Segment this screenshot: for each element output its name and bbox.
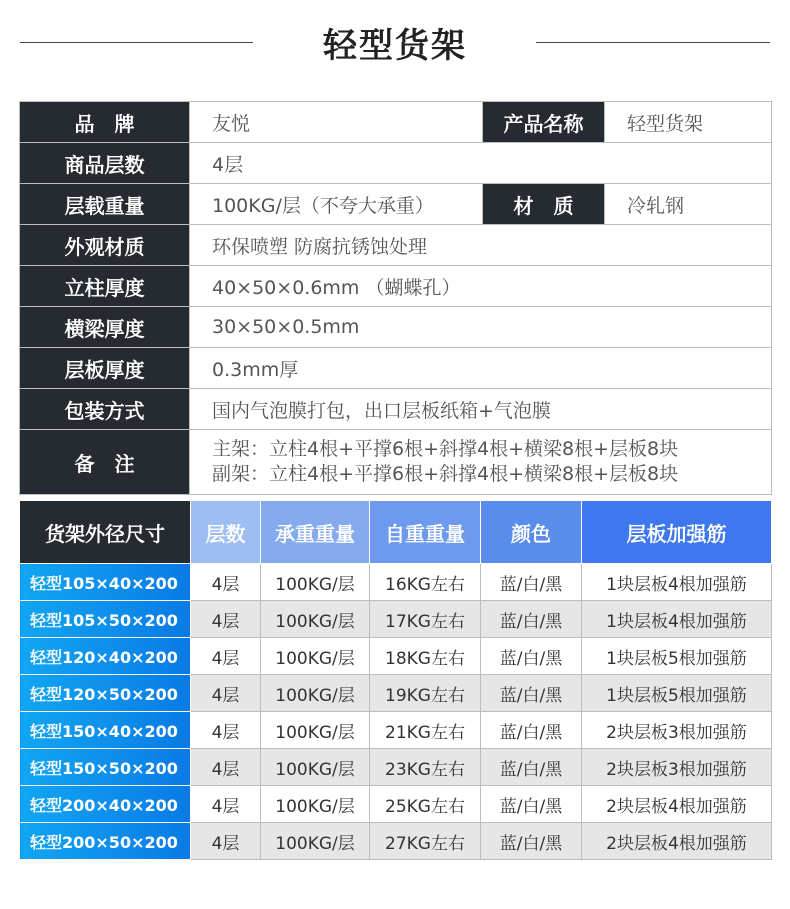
spec-label-layers: 商品层数 [20, 143, 190, 184]
table-row [20, 823, 772, 860]
page-title: 轻型货架 [323, 26, 467, 66]
weight-cell: 17KG左右 [370, 601, 481, 638]
spec-row-load [20, 184, 772, 225]
color-cell: 蓝/白/黑 [481, 638, 582, 675]
load-cell: 100KG/层 [261, 675, 370, 712]
color-cell: 蓝/白/黑 [481, 823, 582, 860]
model-cell: 轻型200×50×200 [20, 823, 191, 860]
layers-cell: 4层 [191, 749, 261, 786]
spec-value-column: 40×50×0.6mm （蝴蝶孔） [190, 266, 772, 307]
spec-value-layers: 4层 [190, 143, 772, 184]
spec-label-remarks: 备 注 [20, 430, 190, 495]
spec-value-material: 冷轧钢 [605, 184, 772, 225]
header-outer-size: 货架外径尺寸 [20, 501, 191, 564]
spec-value-brand: 友悦 [190, 102, 483, 143]
layers-cell: 4层 [191, 712, 261, 749]
layers-cell: 4层 [191, 638, 261, 675]
size-table-body [20, 564, 772, 860]
table-row [20, 601, 772, 638]
ribs-cell: 1块层板5根加强筋 [582, 675, 772, 712]
color-cell: 蓝/白/黑 [481, 749, 582, 786]
load-cell: 100KG/层 [261, 712, 370, 749]
layers-cell: 4层 [191, 786, 261, 823]
ribs-cell: 2块层板3根加强筋 [582, 749, 772, 786]
model-cell: 轻型105×40×200 [20, 564, 191, 601]
title-bar [0, 0, 790, 90]
model-cell: 轻型150×40×200 [20, 712, 191, 749]
ribs-cell: 2块层板4根加强筋 [582, 786, 772, 823]
model-cell: 轻型150×50×200 [20, 749, 191, 786]
spec-value-packing: 国内气泡膜打包，出口层板纸箱+气泡膜 [190, 389, 772, 430]
load-cell: 100KG/层 [261, 749, 370, 786]
color-cell: 蓝/白/黑 [481, 601, 582, 638]
spec-row-beam [20, 307, 772, 348]
weight-cell: 23KG左右 [370, 749, 481, 786]
model-cell: 轻型120×40×200 [20, 638, 191, 675]
spec-value-remarks [190, 430, 772, 495]
header-color: 颜色 [481, 501, 582, 564]
remarks-line-sub: 副架：立柱4根+平撑6根+斜撑4根+横梁8根+层板8块 [212, 463, 679, 485]
spec-value-finish: 环保喷塑 防腐抗锈蚀处理 [190, 225, 772, 266]
table-row [20, 564, 772, 601]
weight-cell: 16KG左右 [370, 564, 481, 601]
table-row [20, 786, 772, 823]
spec-label-finish: 外观材质 [20, 225, 190, 266]
weight-cell: 27KG左右 [370, 823, 481, 860]
weight-cell: 18KG左右 [370, 638, 481, 675]
weight-cell: 21KG左右 [370, 712, 481, 749]
header-layers: 层数 [191, 501, 261, 564]
layers-cell: 4层 [191, 564, 261, 601]
ribs-cell: 2块层板4根加强筋 [582, 823, 772, 860]
ribs-cell: 1块层板4根加强筋 [582, 601, 772, 638]
load-cell: 100KG/层 [261, 638, 370, 675]
header-load-capacity: 承重重量 [261, 501, 370, 564]
ribs-cell: 2块层板3根加强筋 [582, 712, 772, 749]
spec-value-shelf: 0.3mm厚 [190, 348, 772, 389]
spec-label-load: 层载重量 [20, 184, 190, 225]
title-divider-right [536, 42, 770, 43]
table-row [20, 712, 772, 749]
spec-value-product-name: 轻型货架 [605, 102, 772, 143]
spec-row-layers [20, 143, 772, 184]
spec-row-finish [20, 225, 772, 266]
load-cell: 100KG/层 [261, 823, 370, 860]
spec-row-shelf [20, 348, 772, 389]
spec-row-column [20, 266, 772, 307]
header-shelf-ribs: 层板加强筋 [582, 501, 772, 564]
spec-row-brand [20, 102, 772, 143]
weight-cell: 19KG左右 [370, 675, 481, 712]
color-cell: 蓝/白/黑 [481, 564, 582, 601]
size-table [19, 500, 772, 860]
load-cell: 100KG/层 [261, 564, 370, 601]
size-table-header [20, 501, 772, 564]
header-self-weight: 自重重量 [370, 501, 481, 564]
layers-cell: 4层 [191, 601, 261, 638]
spec-label-column: 立柱厚度 [20, 266, 190, 307]
spec-label-material: 材 质 [483, 184, 605, 225]
spec-value-load: 100KG/层（不夸大承重） [190, 184, 483, 225]
load-cell: 100KG/层 [261, 601, 370, 638]
spec-label-shelf: 层板厚度 [20, 348, 190, 389]
spec-row-remarks [20, 430, 772, 495]
load-cell: 100KG/层 [261, 786, 370, 823]
color-cell: 蓝/白/黑 [481, 712, 582, 749]
weight-cell: 25KG左右 [370, 786, 481, 823]
spec-value-beam: 30×50×0.5mm [190, 307, 772, 348]
table-row [20, 675, 772, 712]
ribs-cell: 1块层板4根加强筋 [582, 564, 772, 601]
table-row [20, 749, 772, 786]
spec-label-brand: 品 牌 [20, 102, 190, 143]
spec-row-packing [20, 389, 772, 430]
layers-cell: 4层 [191, 675, 261, 712]
ribs-cell: 1块层板5根加强筋 [582, 638, 772, 675]
table-row [20, 638, 772, 675]
layers-cell: 4层 [191, 823, 261, 860]
color-cell: 蓝/白/黑 [481, 675, 582, 712]
model-cell: 轻型120×50×200 [20, 675, 191, 712]
spec-label-product-name: 产品名称 [483, 102, 605, 143]
spec-label-beam: 横梁厚度 [20, 307, 190, 348]
model-cell: 轻型200×40×200 [20, 786, 191, 823]
color-cell: 蓝/白/黑 [481, 786, 582, 823]
spec-label-packing: 包装方式 [20, 389, 190, 430]
remarks-line-main: 主架：立柱4根+平撑6根+斜撑4根+横梁8根+层板8块 [212, 438, 679, 460]
model-cell: 轻型105×50×200 [20, 601, 191, 638]
spec-table [19, 101, 772, 495]
